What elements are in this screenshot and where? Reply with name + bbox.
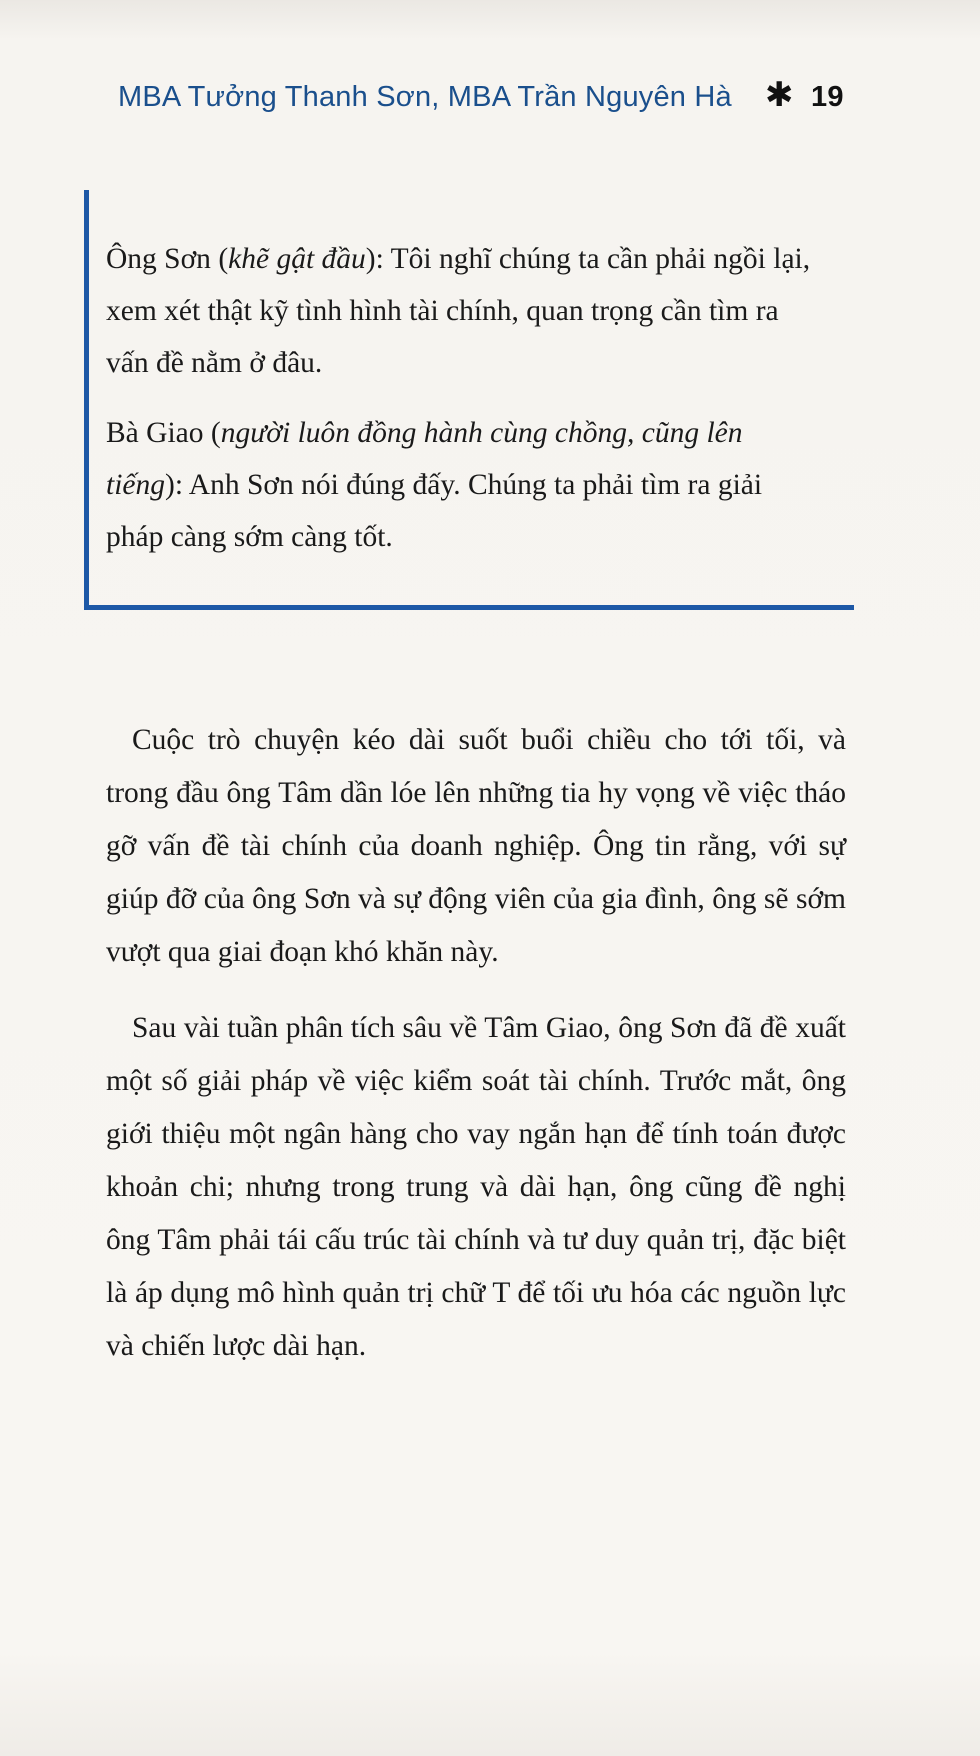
paragraph: Cuộc trò chuyện kéo dài suốt buổi chiều cho tới tối, và trong đầu ông Tâm dần lóe lên những tia hy vọng về việc tháo gỡ vấn đề tài chính của doanh nghiệp. Ông tin rằng, với sự giúp đỡ của ông Sơn và sự động viên của gia đình, ông sẽ sớm vượt qua giai đoạn khó khăn này. [106, 724, 846, 968]
dialogue-line [106, 407, 826, 563]
dialogue-text: Tôi nghĩ chúng ta cần phải ngồi lại, xem xét thật kỹ tình hình tài chính, quan trọng cần tìm ra vấn đề nằm ở đâu. [106, 243, 811, 379]
dialogue-line [106, 233, 826, 389]
paragraph: Sau vài tuần phân tích sâu về Tâm Giao, ông Sơn đã đề xuất một số giải pháp về việc kiểm soát tài chính. Trước mắt, ông giới thiệu một ngân hàng cho vay ngắn hạn để tính toán được khoản chi; nhưng trong trung và dài hạn, ông cũng đề nghị ông Tâm phải tái cấu trúc tài chính và tư duy quản trị, đặc biệt là áp dụng mô hình quản trị chữ T để tối ưu hóa các nguồn lực và chiến lược dài hạn. [106, 1012, 846, 1362]
dialogue-text: Anh Sơn nói đúng đấy. Chúng ta phải tìm ra giải pháp càng sớm càng tốt. [106, 469, 763, 553]
paren-open: ( [210, 243, 229, 275]
speaker-name: Bà Giao [106, 417, 204, 449]
stage-direction: khẽ gật đầu [228, 243, 366, 275]
asterisk-icon: ✱ [765, 75, 794, 115]
body-text [106, 714, 846, 1396]
running-header [118, 75, 850, 125]
paren-open: ( [203, 417, 221, 449]
paren-close: ): [365, 243, 391, 275]
dialogue-block [106, 233, 826, 581]
page-number: 19 [811, 81, 844, 113]
stage-direction: người luôn đồng hành cùng chồng, cũng lên tiếng [106, 417, 743, 501]
speaker-name: Ông Sơn [106, 243, 211, 275]
paren-close: ): [165, 469, 189, 501]
header-authors: MBA Tưởng Thanh Sơn, MBA Trần Nguyên Hà [118, 81, 732, 113]
